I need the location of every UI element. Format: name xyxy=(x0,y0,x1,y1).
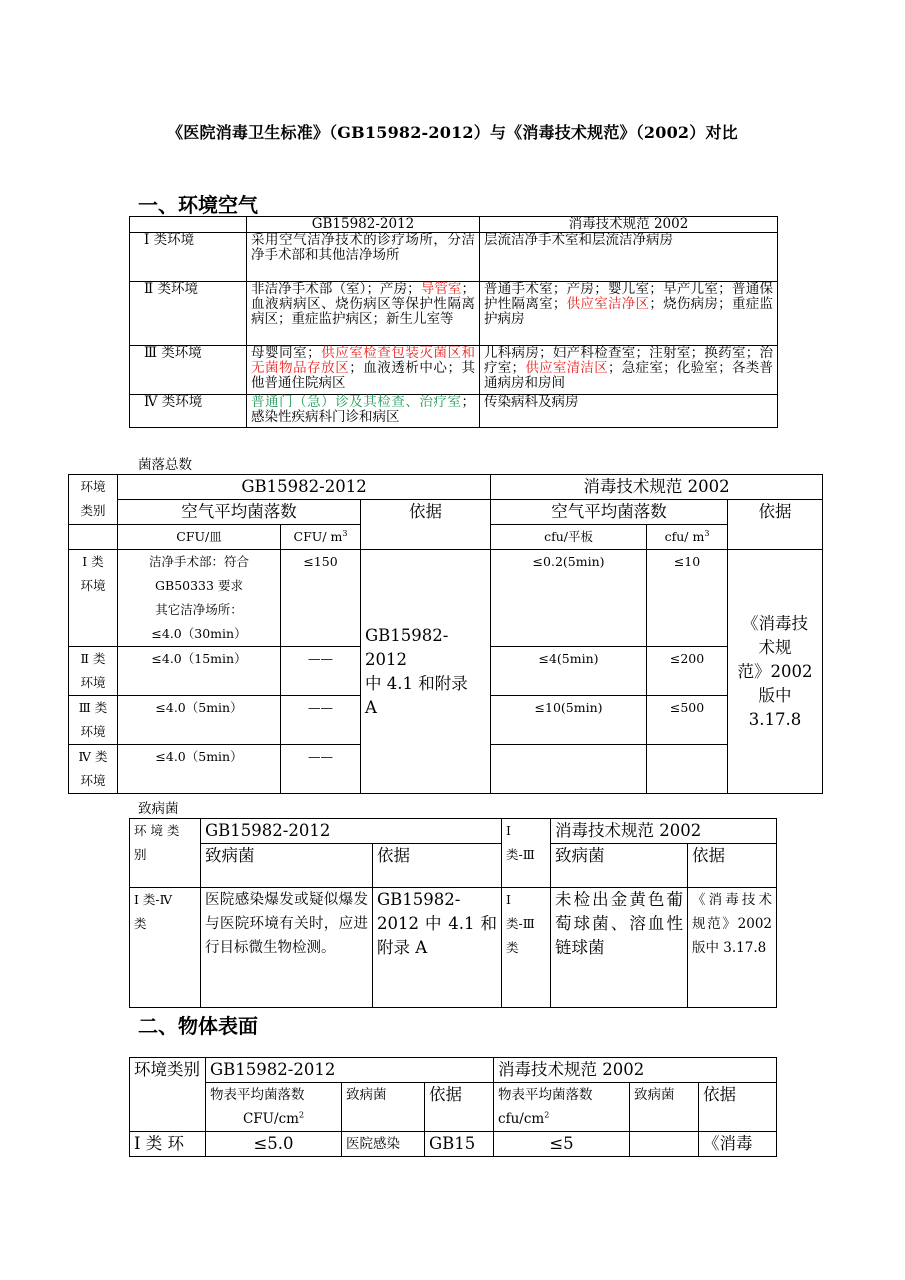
section-heading-object-surface: 二、物体表面 xyxy=(138,1014,258,1038)
section-heading-environment-air: 一、环境空气 xyxy=(138,193,258,217)
object-surface-table xyxy=(129,1057,777,1157)
env-class-3: Ⅲ 类环境 xyxy=(130,346,247,395)
table-row xyxy=(130,844,777,888)
env-class-2: Ⅱ 类环境 xyxy=(130,282,247,346)
environment-class-table xyxy=(129,216,778,428)
gb-pathogen-value: 医院感染爆发或疑似爆发与医院环境有关时，应进行目标微生物检测。 xyxy=(201,888,373,1008)
spec-basis-class-1: 《消毒 xyxy=(699,1132,777,1157)
spec-header: 消毒技术规范 2002 xyxy=(551,819,777,844)
spec-env-class-value: Ⅰ 类-Ⅲ 类 xyxy=(502,888,551,1008)
env-class-1: Ⅰ 类 环境 xyxy=(69,550,118,647)
table-header-gb: GB15982-2012 xyxy=(247,217,480,233)
spec-plate-class-2: ≤4(5min) xyxy=(491,647,647,696)
page-title: 《医院消毒卫生标准》（GB15982-2012）与《消毒技术规范》（2002）对比 xyxy=(167,123,738,142)
gb-m3-class-1: ≤150 xyxy=(281,550,361,647)
gb-class-3-desc: 母婴同室；供应室检查包装灭菌区和无菌物品存放区；血液透析中心；其他普通住院病区 xyxy=(247,346,480,395)
table-row xyxy=(130,1083,777,1132)
gb-basis-class-1: GB15 xyxy=(425,1132,494,1157)
gb-pathogen-class-1: 医院感染 xyxy=(342,1132,425,1157)
spec-m3-class-1: ≤10 xyxy=(647,550,728,647)
gb-basis-header: 依据 xyxy=(425,1083,494,1132)
table-row xyxy=(130,217,778,233)
gb-pathogen-header: 致病菌 xyxy=(201,844,373,888)
spec-pathogen-value: 未检出金黄色葡萄球菌、溶血性链球菌 xyxy=(551,888,688,1008)
spec-basis-header: 依据 xyxy=(688,844,777,888)
spec-unit-m3: cfu/ $m^3$ xyxy=(647,525,728,550)
caption-pathogen: 致病菌 xyxy=(138,801,179,817)
gb-dish-class-1: 洁净手术部：符合 GB50333 要求 其它洁净场所： ≤4.0（30min） xyxy=(118,550,281,647)
gb-dish-class-2: ≤4.0（15min） xyxy=(118,647,281,696)
spec-plate-class-3: ≤10(5min) xyxy=(491,696,647,745)
spec-plate-class-4 xyxy=(491,745,647,794)
table-row xyxy=(130,346,778,395)
spec-basis-cell: 《消毒技 术规 范》2002 版中 3.17.8 xyxy=(728,550,823,794)
table-row xyxy=(130,1132,777,1157)
table-header-spec: 消毒技术规范 2002 xyxy=(480,217,778,233)
gb-pathogen-header: 致病菌 xyxy=(342,1083,425,1132)
env-class-2: Ⅱ 类 环境 xyxy=(69,647,118,696)
table-row xyxy=(130,395,778,428)
env-empty-cell xyxy=(69,525,118,550)
spec-class-1-desc: 层流洁净手术室和层流洁净病房 xyxy=(480,233,778,282)
env-class-1: Ⅰ 类环境 xyxy=(130,233,247,282)
table-row xyxy=(130,819,777,844)
table-row xyxy=(69,550,823,647)
gb-m3-class-3: —— xyxy=(281,696,361,745)
env-class-1: Ⅰ 类 环 xyxy=(130,1132,206,1157)
table-row xyxy=(130,888,777,1008)
gb-class-2-desc: 非洁净手术部（室）；产房；导管室；血液病病区、烧伤病区等保护性隔离病区；重症监护病区；新生儿室等 xyxy=(247,282,480,346)
spec-class-3-desc: 儿科病房；妇产科检查室；注射室；换药室；治疗室；供应室清洁区；急症室；化验室；各类普通病房和房间 xyxy=(480,346,778,395)
gb-env-class-value: Ⅰ 类-Ⅳ 类 xyxy=(130,888,201,1008)
spec-pathogen-class-1 xyxy=(630,1132,699,1157)
spec-avg-class-1: ≤5 xyxy=(494,1132,630,1157)
gb-header: GB15982-2012 xyxy=(201,819,502,844)
spec-class-4-desc: 传染病科及病房 xyxy=(480,395,778,428)
spec-m3-class-4 xyxy=(647,745,728,794)
gb-env-class-header: 环 境 类 别 xyxy=(130,819,201,888)
env-class-4: Ⅳ 类 环境 xyxy=(69,745,118,794)
spec-m3-class-2: ≤200 xyxy=(647,647,728,696)
env-class-4: Ⅳ 类环境 xyxy=(130,395,247,428)
spec-basis-header: 依据 xyxy=(728,500,823,550)
gb-avg-class-1: ≤5.0 xyxy=(206,1132,342,1157)
table-row xyxy=(69,500,823,525)
gb-basis-value: GB15982-2012 中 4.1 和附录 A xyxy=(373,888,502,1008)
gb-header: GB15982-2012 xyxy=(118,475,491,500)
gb-m3-class-4: —— xyxy=(281,745,361,794)
spec-header: 消毒技术规范 2002 xyxy=(494,1058,777,1083)
caption-colony-total: 菌落总数 xyxy=(138,457,192,473)
env-class-header: 环境 类别 xyxy=(69,475,118,525)
gb-dish-class-4: ≤4.0（5min） xyxy=(118,745,281,794)
spec-pathogen-header: 致病菌 xyxy=(551,844,688,888)
spec-plate-class-1: ≤0.2(5min) xyxy=(491,550,647,647)
colony-total-table xyxy=(68,474,823,794)
gb-class-1-desc: 采用空气洁净技术的诊疗场所，分洁净手术部和其他洁净场所 xyxy=(247,233,480,282)
table-row xyxy=(69,475,823,500)
spec-avg-header: 物表平均菌落数 cfu/$cm^2$ xyxy=(494,1083,630,1132)
spec-basis-value: 《消毒技术规范》2002 版中 3.17.8 xyxy=(688,888,777,1008)
table-header-empty xyxy=(130,217,247,233)
spec-unit-plate: cfu/平板 xyxy=(491,525,647,550)
table-row xyxy=(130,282,778,346)
table-row xyxy=(130,233,778,282)
gb-avg-header: 物表平均菌落数 CFU/$cm^2$ xyxy=(206,1083,342,1132)
gb-basis-cell: GB15982-2012 中 4.1 和附录 A xyxy=(361,550,491,794)
gb-header: GB15982-2012 xyxy=(206,1058,494,1083)
pathogen-table xyxy=(129,818,777,1008)
gb-m3-class-2: —— xyxy=(281,647,361,696)
gb-basis-header: 依据 xyxy=(361,500,491,550)
gb-unit-dish: CFU/皿 xyxy=(118,525,281,550)
spec-class-2-desc: 普通手术室；产房；婴儿室；早产儿室；普通保护性隔离室；供应室洁净区；烧伤病房；重症监护病房 xyxy=(480,282,778,346)
gb-dish-class-3: ≤4.0（5min） xyxy=(118,696,281,745)
table-row xyxy=(130,1058,777,1083)
gb-class-4-desc: 普通门（急）诊及其检查、治疗室；感染性疾病科门诊和病区 xyxy=(247,395,480,428)
gb-unit-m3: CFU/ $m^3$ xyxy=(281,525,361,550)
spec-header: 消毒技术规范 2002 xyxy=(491,475,823,500)
spec-pathogen-header: 致病菌 xyxy=(630,1083,699,1132)
gb-basis-header: 依据 xyxy=(373,844,502,888)
spec-basis-header: 依据 xyxy=(699,1083,777,1132)
gb-avg-colony-header: 空气平均菌落数 xyxy=(118,500,361,525)
env-class-3: Ⅲ 类 环境 xyxy=(69,696,118,745)
env-class-header: 环境类别 xyxy=(130,1058,206,1132)
spec-avg-colony-header: 空气平均菌落数 xyxy=(491,500,728,525)
spec-env-class-header: Ⅰ 类-Ⅲ xyxy=(502,819,551,888)
spec-m3-class-3: ≤500 xyxy=(647,696,728,745)
